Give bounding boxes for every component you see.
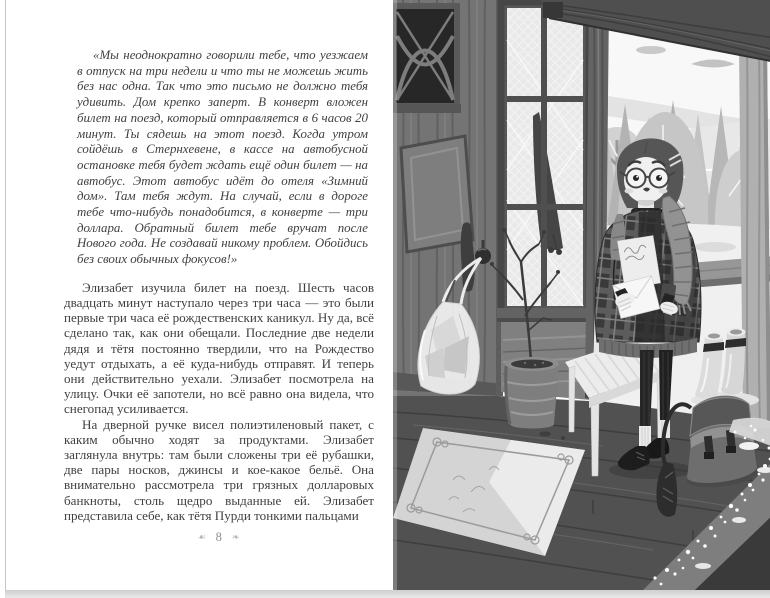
page-edge-line [5, 0, 6, 590]
paragraph-1: Элизабет изучила билет на поезд. Шесть часов двадцать минут наступало через три часа — это были первые три часа её рождественских каникул. Ну да, всё сделано так, как они обещали. Последние две недели дядя и тётя постоянно твердили, что на Рождество уедут отдыхать, а её куда-нибудь отправят. И теперь они действительно уехали. Элизабет посмотрела на улицу. Очки её запотели, но всё равно она видела, что снегопад усиливается. [64, 279, 374, 417]
folio [64, 530, 374, 545]
page-text [64, 48, 374, 523]
letter-quote: «Мы неоднократно говорили тебе, что уезжаем в отпуск на три недели и что ты не можешь жить без нас одна. Так что это письмо не должно тебя удивить. Дом крепко заперт. В конверт вложен билет на поезд, который отправляется в 6 часов 20 минут. Ты сядешь на этот поезд. Когда утром сойдёшь в Стернхевене, в кассе на автобусной остановке тебя будет ждать ещё один билет — на автобус. Этот автобус идёт до отеля «Зимний дом». Там тебя ждут. На случай, если в дороге тебе что-нибудь понадобится, в конверте — три доллара. Обратный билет тебе вручат после Нового года. Не создавай никому проблем. Обойдись без своих обычных фокусов!» [77, 48, 368, 267]
lattice-window [393, 6, 461, 113]
page-gutter-highlight [393, 0, 397, 590]
page-number: 8 [215, 530, 223, 544]
lace-window [497, 0, 591, 400]
fallen-leaf [539, 432, 551, 437]
folio-flourish-left-icon: ☙ [197, 533, 207, 543]
folio-flourish-right-icon: ❧ [231, 533, 241, 543]
page-bottom-shadow [5, 590, 770, 598]
book-spread [6, 0, 770, 590]
left-page [6, 0, 387, 590]
paragraph-2: На дверной ручке висел полиэтиленовый пакет, с каким обычно ходят за продуктами. Элизабет заглянула внутрь: там были сложены три её рубашки, две пары носков, джинсы и кое-какое бельё. Она внимательно рассмотрела три грязных долларовых банкноты, столь щедро выданные ей. Элизабет представила себе, как тётя Пурди тонкими пальцами [64, 416, 374, 523]
flower-pot [505, 357, 559, 429]
distant-rock [636, 46, 666, 54]
illustration-winter-porch [393, 0, 770, 590]
